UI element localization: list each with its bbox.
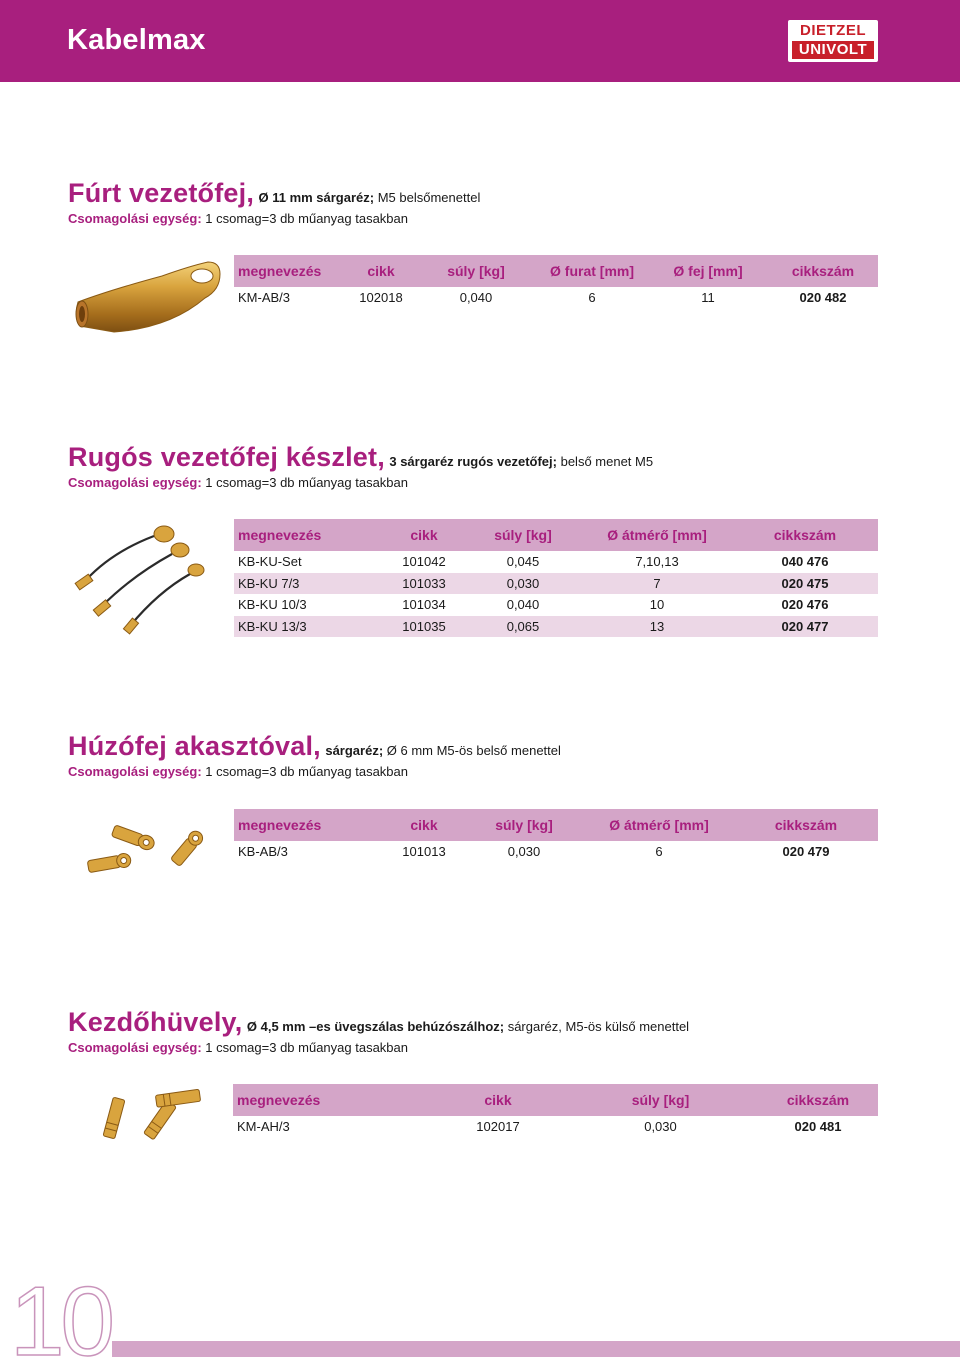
table-row — [234, 616, 878, 638]
header-title: Kabelmax — [67, 24, 206, 56]
table-row — [234, 594, 878, 616]
logo-text-top: DIETZEL — [800, 22, 866, 39]
table-row — [234, 841, 878, 863]
section-title-spec: sárgaréz, M5-ös külső menettel — [504, 1019, 690, 1034]
section-title — [68, 1007, 689, 1038]
cell-cikk: 101034 — [402, 597, 446, 613]
cell-weight: 0,040 — [459, 290, 493, 306]
cell-cikk: 101033 — [384, 573, 464, 595]
cell-cikk: 101035 — [384, 616, 464, 638]
section-title-spec-bold: Ø 11 mm sárgaréz; — [258, 190, 375, 205]
cell-article-number: 020 476 — [781, 597, 829, 613]
col-header: súly [kg] — [464, 519, 582, 551]
section-title-spec: M5 belsőmenettel — [374, 190, 481, 205]
section-title-spec: Ø 6 mm M5-ös belső menettel — [383, 743, 561, 758]
cell-diameter: 7,10,13 — [635, 554, 679, 570]
col-header: megnevezés — [234, 809, 384, 841]
col-header: cikkszám — [758, 1084, 878, 1116]
table-header-row — [233, 1084, 878, 1116]
cell-article-number: 040 476 — [781, 554, 829, 570]
col-header: Ø átmérő [mm] — [582, 519, 732, 551]
cell-name: KM-AH/3 — [237, 1119, 290, 1135]
col-header: súly [kg] — [464, 809, 584, 841]
cell-name: KB-KU-Set — [238, 554, 302, 570]
cell-name: KM-AB/3 — [238, 290, 291, 306]
packaging-label: Csomagolási egység: — [68, 211, 202, 226]
cell-diameter: 7 — [582, 573, 732, 595]
col-header: súly [kg] — [563, 1084, 758, 1116]
section-rugos-vezetofej-keszlet — [68, 442, 888, 502]
col-header: megnevezés — [234, 255, 346, 287]
packaging-value: 1 csomag=3 db műanyag tasakban — [201, 211, 408, 226]
col-header: cikk — [384, 519, 464, 551]
col-header: Ø átmérő [mm] — [584, 809, 734, 841]
cell-weight: 0,045 — [506, 554, 540, 570]
col-header: Ø furat [mm] — [536, 255, 648, 287]
col-header: megnevezés — [234, 519, 384, 551]
packaging-line — [68, 1040, 408, 1055]
section-title-spec-bold: 3 sárgaréz rugós vezetőfej; — [389, 454, 557, 469]
starter-sleeve-image — [100, 1086, 210, 1146]
cell-cikk: 102018 — [359, 290, 403, 306]
col-header: cikkszám — [734, 809, 878, 841]
section-title — [68, 731, 561, 762]
cell-weight: 0,030 — [464, 573, 582, 595]
col-header: cikkszám — [732, 519, 878, 551]
section-title-spec-bold: sárgaréz; — [325, 743, 384, 758]
packaging-line — [68, 764, 408, 779]
page-number: 10 — [10, 1266, 112, 1357]
footer-bar — [112, 1341, 960, 1357]
cell-diameter: 6 — [655, 844, 663, 860]
section-title-main: Húzófej akasztóval, — [68, 731, 321, 761]
cell-weight: 0,030 — [507, 844, 541, 860]
section-title-spec: belső menet M5 — [556, 454, 654, 469]
section-title-main: Rugós vezetőfej készlet, — [68, 442, 385, 472]
col-header: cikk — [346, 255, 416, 287]
cell-article-number: 020 477 — [732, 616, 878, 638]
cell-article-number: 020 475 — [732, 573, 878, 595]
packaging-value: 1 csomag=3 db műanyag tasakban — [201, 1040, 408, 1055]
spec-table-4 — [233, 1084, 878, 1138]
col-header: megnevezés — [233, 1084, 433, 1116]
section-title-spec-bold: Ø 4,5 mm –es üvegszálas behúzószálhoz; — [246, 1019, 505, 1034]
col-header: cikk — [433, 1084, 563, 1116]
cell-weight: 0,030 — [644, 1119, 677, 1135]
cell-cikk: 102017 — [476, 1119, 520, 1135]
packaging-line — [68, 211, 408, 226]
col-header: cikk — [384, 809, 464, 841]
packaging-label: Csomagolási egység: — [68, 764, 202, 779]
cell-bore: 6 — [588, 290, 596, 306]
section-title-main: Fúrt vezetőfej, — [68, 178, 255, 208]
section-title — [68, 178, 480, 209]
spec-table-1 — [234, 255, 878, 309]
brass-guide-head-image — [70, 252, 230, 336]
cell-weight: 0,065 — [464, 616, 582, 638]
packaging-line — [68, 475, 408, 490]
spec-table-3 — [234, 809, 878, 863]
cell-article-number: 020 479 — [782, 844, 830, 860]
section-kezdohuvely — [68, 1007, 888, 1067]
page-header — [0, 0, 960, 82]
col-header: súly [kg] — [416, 255, 536, 287]
section-title-main: Kezdőhüvely, — [68, 1007, 243, 1037]
logo-text-bottom: UNIVOLT — [792, 41, 874, 59]
table-header-row — [234, 255, 878, 287]
cell-name: KB-KU 7/3 — [234, 573, 384, 595]
cell-diameter: 10 — [649, 597, 665, 613]
cell-cikk: 101013 — [402, 844, 446, 860]
section-huzofej-akasztoval — [68, 731, 888, 791]
cell-name: KB-AB/3 — [238, 844, 288, 860]
col-header: cikkszám — [768, 255, 878, 287]
cell-diameter: 13 — [582, 616, 732, 638]
table-row — [233, 1116, 878, 1138]
cell-name: KB-KU 13/3 — [234, 616, 384, 638]
spring-guide-head-set-image — [72, 522, 212, 636]
table-row — [234, 573, 878, 595]
dietzel-univolt-logo — [788, 20, 878, 62]
spec-table-2 — [234, 519, 878, 637]
cell-cikk: 101042 — [402, 554, 446, 570]
packaging-label: Csomagolási egység: — [68, 475, 202, 490]
cell-name: KB-KU 10/3 — [238, 597, 307, 613]
col-header: Ø fej [mm] — [648, 255, 768, 287]
cell-head: 11 — [701, 290, 715, 306]
cell-weight: 0,040 — [506, 597, 540, 613]
table-row — [234, 551, 878, 573]
packaging-value: 1 csomag=3 db műanyag tasakban — [201, 764, 408, 779]
cell-article-number: 020 481 — [794, 1119, 842, 1135]
section-title — [68, 442, 653, 473]
table-row — [234, 287, 878, 309]
packaging-value: 1 csomag=3 db műanyag tasakban — [201, 475, 408, 490]
packaging-label: Csomagolási egység: — [68, 1040, 202, 1055]
cell-article-number: 020 482 — [799, 290, 847, 306]
pulling-head-eye-image — [84, 822, 204, 878]
table-header-row — [234, 519, 878, 551]
table-header-row — [234, 809, 878, 841]
